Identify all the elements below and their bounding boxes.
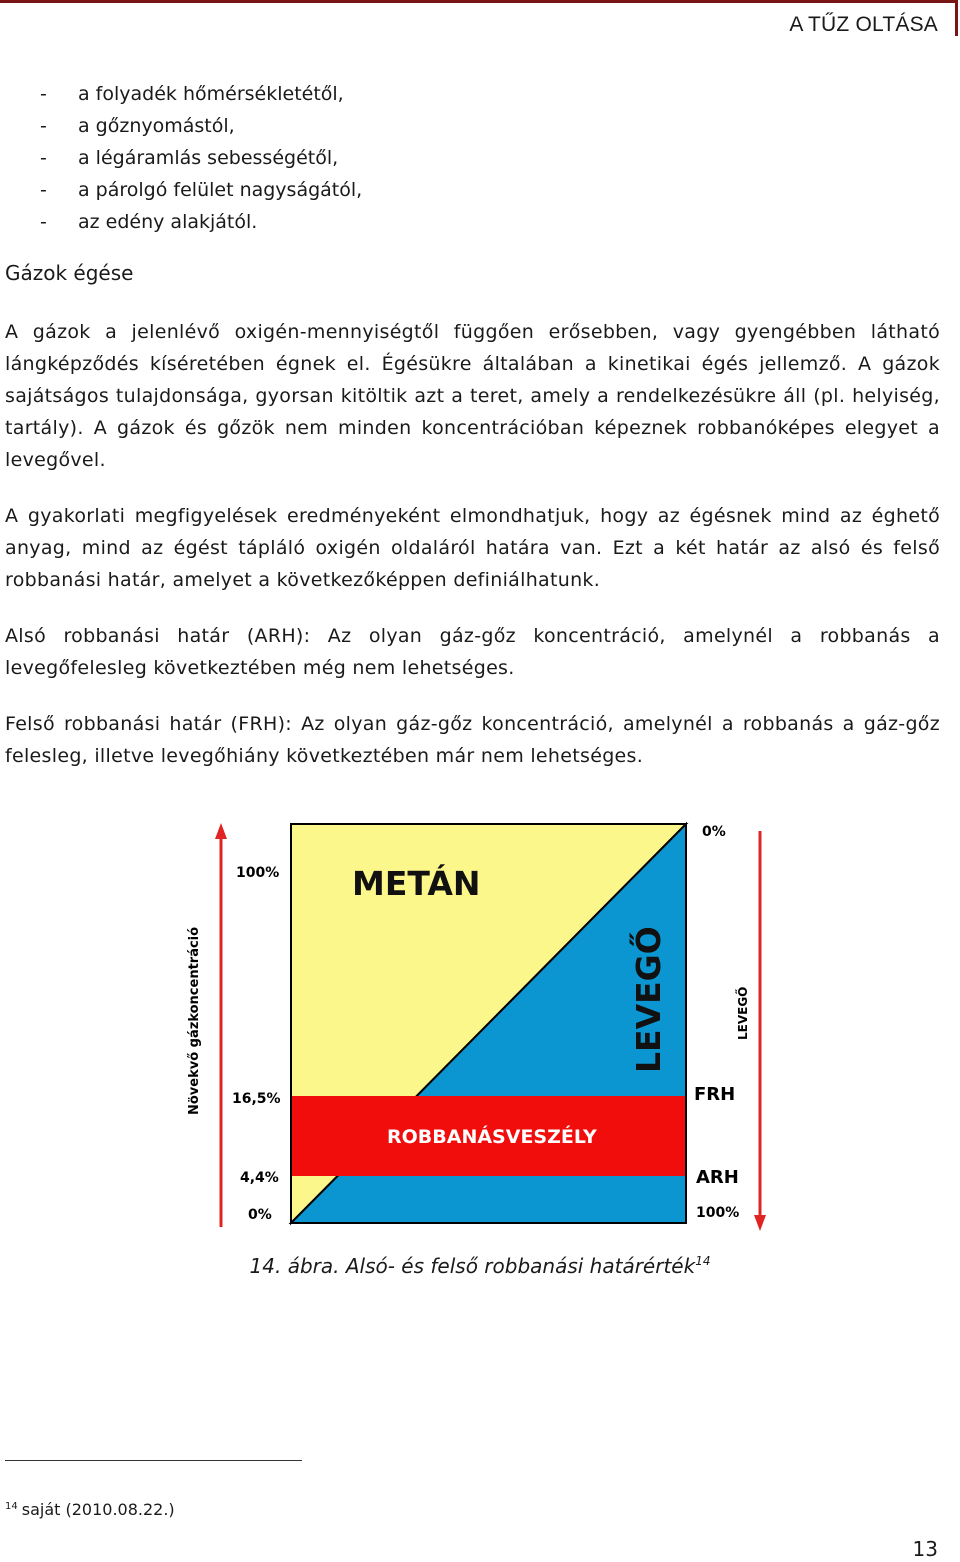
left-axis-label: Növekvő gázkoncentráció bbox=[187, 926, 202, 1115]
list-item-text: a gőznyomástól, bbox=[78, 115, 235, 137]
paragraph-lower-limit: Alsó robbanási határ (ARH): Az olyan gáz-gőz koncentráció, amelynél a robbanás a levegőfelesleg következtében még nem lehetséges. bbox=[5, 625, 940, 679]
paragraph-upper-limit: Felső robbanási határ (FRH): Az olyan gáz-gőz koncentráció, amelynél a robbanás a gáz-gőz felesleg, illetve levegőhiány következtében már nem lehetséges. bbox=[5, 713, 940, 767]
list-item-text: a folyadék hőmérsékletétől, bbox=[78, 83, 344, 105]
list-item-text: a légáramlás sebességétől, bbox=[78, 147, 339, 169]
list-item-text: az edény alakjától. bbox=[78, 211, 258, 233]
footnote-divider bbox=[5, 1460, 302, 1461]
bullet-marker: - bbox=[40, 147, 47, 169]
tick-right-arh: ARH bbox=[696, 1167, 739, 1188]
caption-footnote-ref: 14 bbox=[695, 1254, 711, 1268]
list-item bbox=[40, 110, 362, 142]
footnote-text: saját (2010.08.22.) bbox=[21, 1500, 175, 1519]
list-item bbox=[40, 206, 362, 238]
explosion-limit-figure bbox=[174, 815, 770, 1231]
footnote bbox=[5, 1500, 175, 1519]
tick-right-0: 0% bbox=[702, 824, 726, 840]
tick-right-100: 100% bbox=[696, 1205, 740, 1221]
section-title: Gázok égése bbox=[5, 261, 134, 285]
tick-right-frh: FRH bbox=[694, 1084, 736, 1105]
page-number: 13 bbox=[912, 1537, 938, 1561]
paragraph-gas-combustion: A gázok a jelenlévő oxigén-mennyiségtől függően erősebben, vagy gyengébben látható lángképződés kíséretében égnek el. Égésükre általában a kinetikai égés jellemző. A gázok sajátságos tulajdonsága, gyorsan kitöltik azt a teret, amely a rendelkezésükre áll (pl. helyiség, tartály). A gázok és gőzök nem minden koncentrációban képeznek robbanóképes elegyet a levegővel. bbox=[5, 321, 940, 471]
paragraph-explosion-limits: A gyakorlati megfigyelések eredményeként elmondhatjuk, hogy az égésnek mind az éghető anyag, mind az égést tápláló oxigén oldaláról határa van. Ezt a két határ az alsó és felső robbanási határ, amelyet a következőképpen definiálhatunk. bbox=[5, 505, 940, 591]
bullet-marker: - bbox=[40, 179, 47, 201]
tick-left-100: 100% bbox=[236, 865, 280, 881]
list-item bbox=[40, 142, 362, 174]
caption-text: 14. ábra. Alsó- és felső robbanási határérték bbox=[249, 1254, 696, 1278]
running-title: A TŰZ OLTÁSA bbox=[789, 13, 938, 36]
list-item-text: a párolgó felület nagyságától, bbox=[78, 179, 363, 201]
danger-label: ROBBANÁSVESZÉLY bbox=[387, 1126, 597, 1148]
bullet-marker: - bbox=[40, 211, 47, 233]
methane-label: METÁN bbox=[352, 864, 481, 903]
bullet-list bbox=[40, 78, 362, 238]
list-item bbox=[40, 174, 362, 206]
figure-caption bbox=[0, 1254, 960, 1278]
tick-left-0: 0% bbox=[248, 1207, 272, 1223]
list-item bbox=[40, 78, 362, 110]
tick-left-16-5: 16,5% bbox=[232, 1091, 281, 1107]
footnote-ref: 14 bbox=[5, 1501, 18, 1512]
bullet-marker: - bbox=[40, 115, 47, 137]
right-axis-label: LEVEGŐ bbox=[736, 986, 750, 1040]
bullet-marker: - bbox=[40, 83, 47, 105]
air-label: LEVEGŐ bbox=[629, 926, 668, 1073]
tick-left-4-4: 4,4% bbox=[240, 1170, 279, 1186]
